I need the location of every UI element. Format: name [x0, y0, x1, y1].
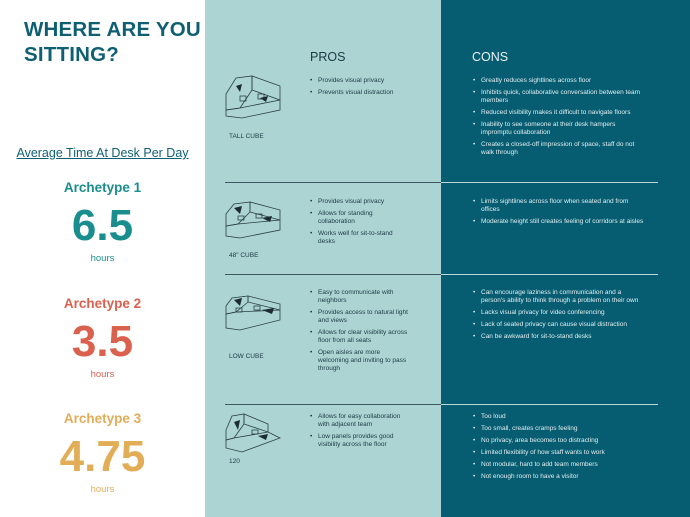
- list-item: • No privacy, area becomes too distracting: [472, 437, 647, 445]
- row-4-pros: [309, 413, 409, 453]
- archetype-3-value: 4.75: [59, 432, 146, 481]
- page-title: WHERE ARE YOU SITTING?: [24, 18, 201, 66]
- archetype-1-unit: hours: [90, 253, 115, 264]
- list-item: • Limited flexibility of how staff wants to work: [472, 449, 647, 457]
- row-1-pros: [309, 77, 409, 101]
- archetype-2-value: 3.5: [71, 317, 134, 366]
- list-item: • Prevents visual distraction: [309, 89, 409, 97]
- archetype-3: [0, 411, 205, 495]
- list-item: • Open aisles are more welcoming and inviting to pass through: [309, 349, 409, 373]
- archetype-1-name: Archetype 1: [63, 180, 142, 195]
- list-item: • Works well for sit-to-stand desks: [309, 230, 409, 246]
- list-item: • Can encourage laziness in communication and a person's ability to think through a problem on their own: [472, 289, 647, 305]
- list-item: • Inhibits quick, collaborative conversation between team members: [472, 89, 647, 105]
- list-item: • Allows for easy collaboration with adjacent team: [309, 413, 409, 429]
- archetype-3-name: Archetype 3: [63, 411, 142, 426]
- list-item: • Provides access to natural light and views: [309, 309, 409, 325]
- 48-cube-icon: [222, 196, 284, 244]
- row-2-pros: [309, 198, 409, 250]
- row-1-cons: [472, 77, 647, 161]
- row-divider-pros: [225, 182, 441, 183]
- list-item: • Too loud: [472, 413, 647, 421]
- list-item: • Moderate height still creates feeling of corridors at aisles: [472, 218, 647, 226]
- row-divider-pros: [225, 274, 441, 275]
- row-3-label: LOW CUBE: [229, 353, 264, 360]
- list-item: • Provides visual privacy: [309, 77, 409, 85]
- list-item: • Allows for clear visibility across floor from all seats: [309, 329, 409, 345]
- row-4-label: 120: [229, 458, 240, 465]
- list-item: • Greatly reduces sightlines across floor: [472, 77, 647, 85]
- list-item: • Inability to see someone at their desk hampers impromptu collaboration: [472, 121, 647, 137]
- row-1-label: TALL CUBE: [229, 133, 264, 140]
- list-item: • Creates a closed-off impression of space, staff do not walk through: [472, 141, 647, 157]
- archetype-1: [0, 180, 205, 264]
- list-item: • Lack of seated privacy can cause visual distraction: [472, 321, 647, 329]
- list-item: • Lacks visual privacy for video conferencing: [472, 309, 647, 317]
- list-item: • Not enough room to have a visitor: [472, 473, 647, 481]
- row-2-cons: [472, 198, 647, 230]
- list-item: • Allows for standing collaboration: [309, 210, 409, 226]
- row-3-pros: [309, 289, 409, 377]
- archetype-2-name: Archetype 2: [63, 296, 142, 311]
- section-subtitle: Average Time At Desk Per Day: [16, 146, 189, 160]
- archetype-3-unit: hours: [90, 484, 115, 495]
- list-item: • Too small, creates cramps feeling: [472, 425, 647, 433]
- row-2-label: 48" CUBE: [229, 252, 259, 259]
- row-divider-cons: [441, 404, 658, 405]
- archetype-1-value: 6.5: [71, 201, 134, 250]
- 120-workstation-icon: [222, 408, 284, 456]
- pros-heading: PROS: [310, 50, 346, 64]
- row-divider-cons: [441, 274, 658, 275]
- archetype-2-unit: hours: [90, 369, 115, 380]
- tall-cube-icon: [222, 72, 284, 120]
- list-item: • Low panels provides good visibility across the floor: [309, 433, 409, 449]
- row-divider-cons: [441, 182, 658, 183]
- list-item: • Not modular, hard to add team members: [472, 461, 647, 469]
- list-item: • Easy to communicate with neighbors: [309, 289, 409, 305]
- list-item: • Provides visual privacy: [309, 198, 409, 206]
- low-cube-icon: [222, 290, 284, 338]
- row-divider-pros: [225, 404, 441, 405]
- row-3-cons: [472, 289, 647, 345]
- cons-heading: CONS: [472, 50, 509, 64]
- list-item: • Can be awkward for sit-to-stand desks: [472, 333, 647, 341]
- list-item: • Limits sightlines across floor when seated and from offices: [472, 198, 647, 214]
- list-item: • Reduced visibility makes it difficult to navigate floors: [472, 109, 647, 117]
- archetype-2: [0, 296, 205, 380]
- row-4-cons: [472, 413, 647, 485]
